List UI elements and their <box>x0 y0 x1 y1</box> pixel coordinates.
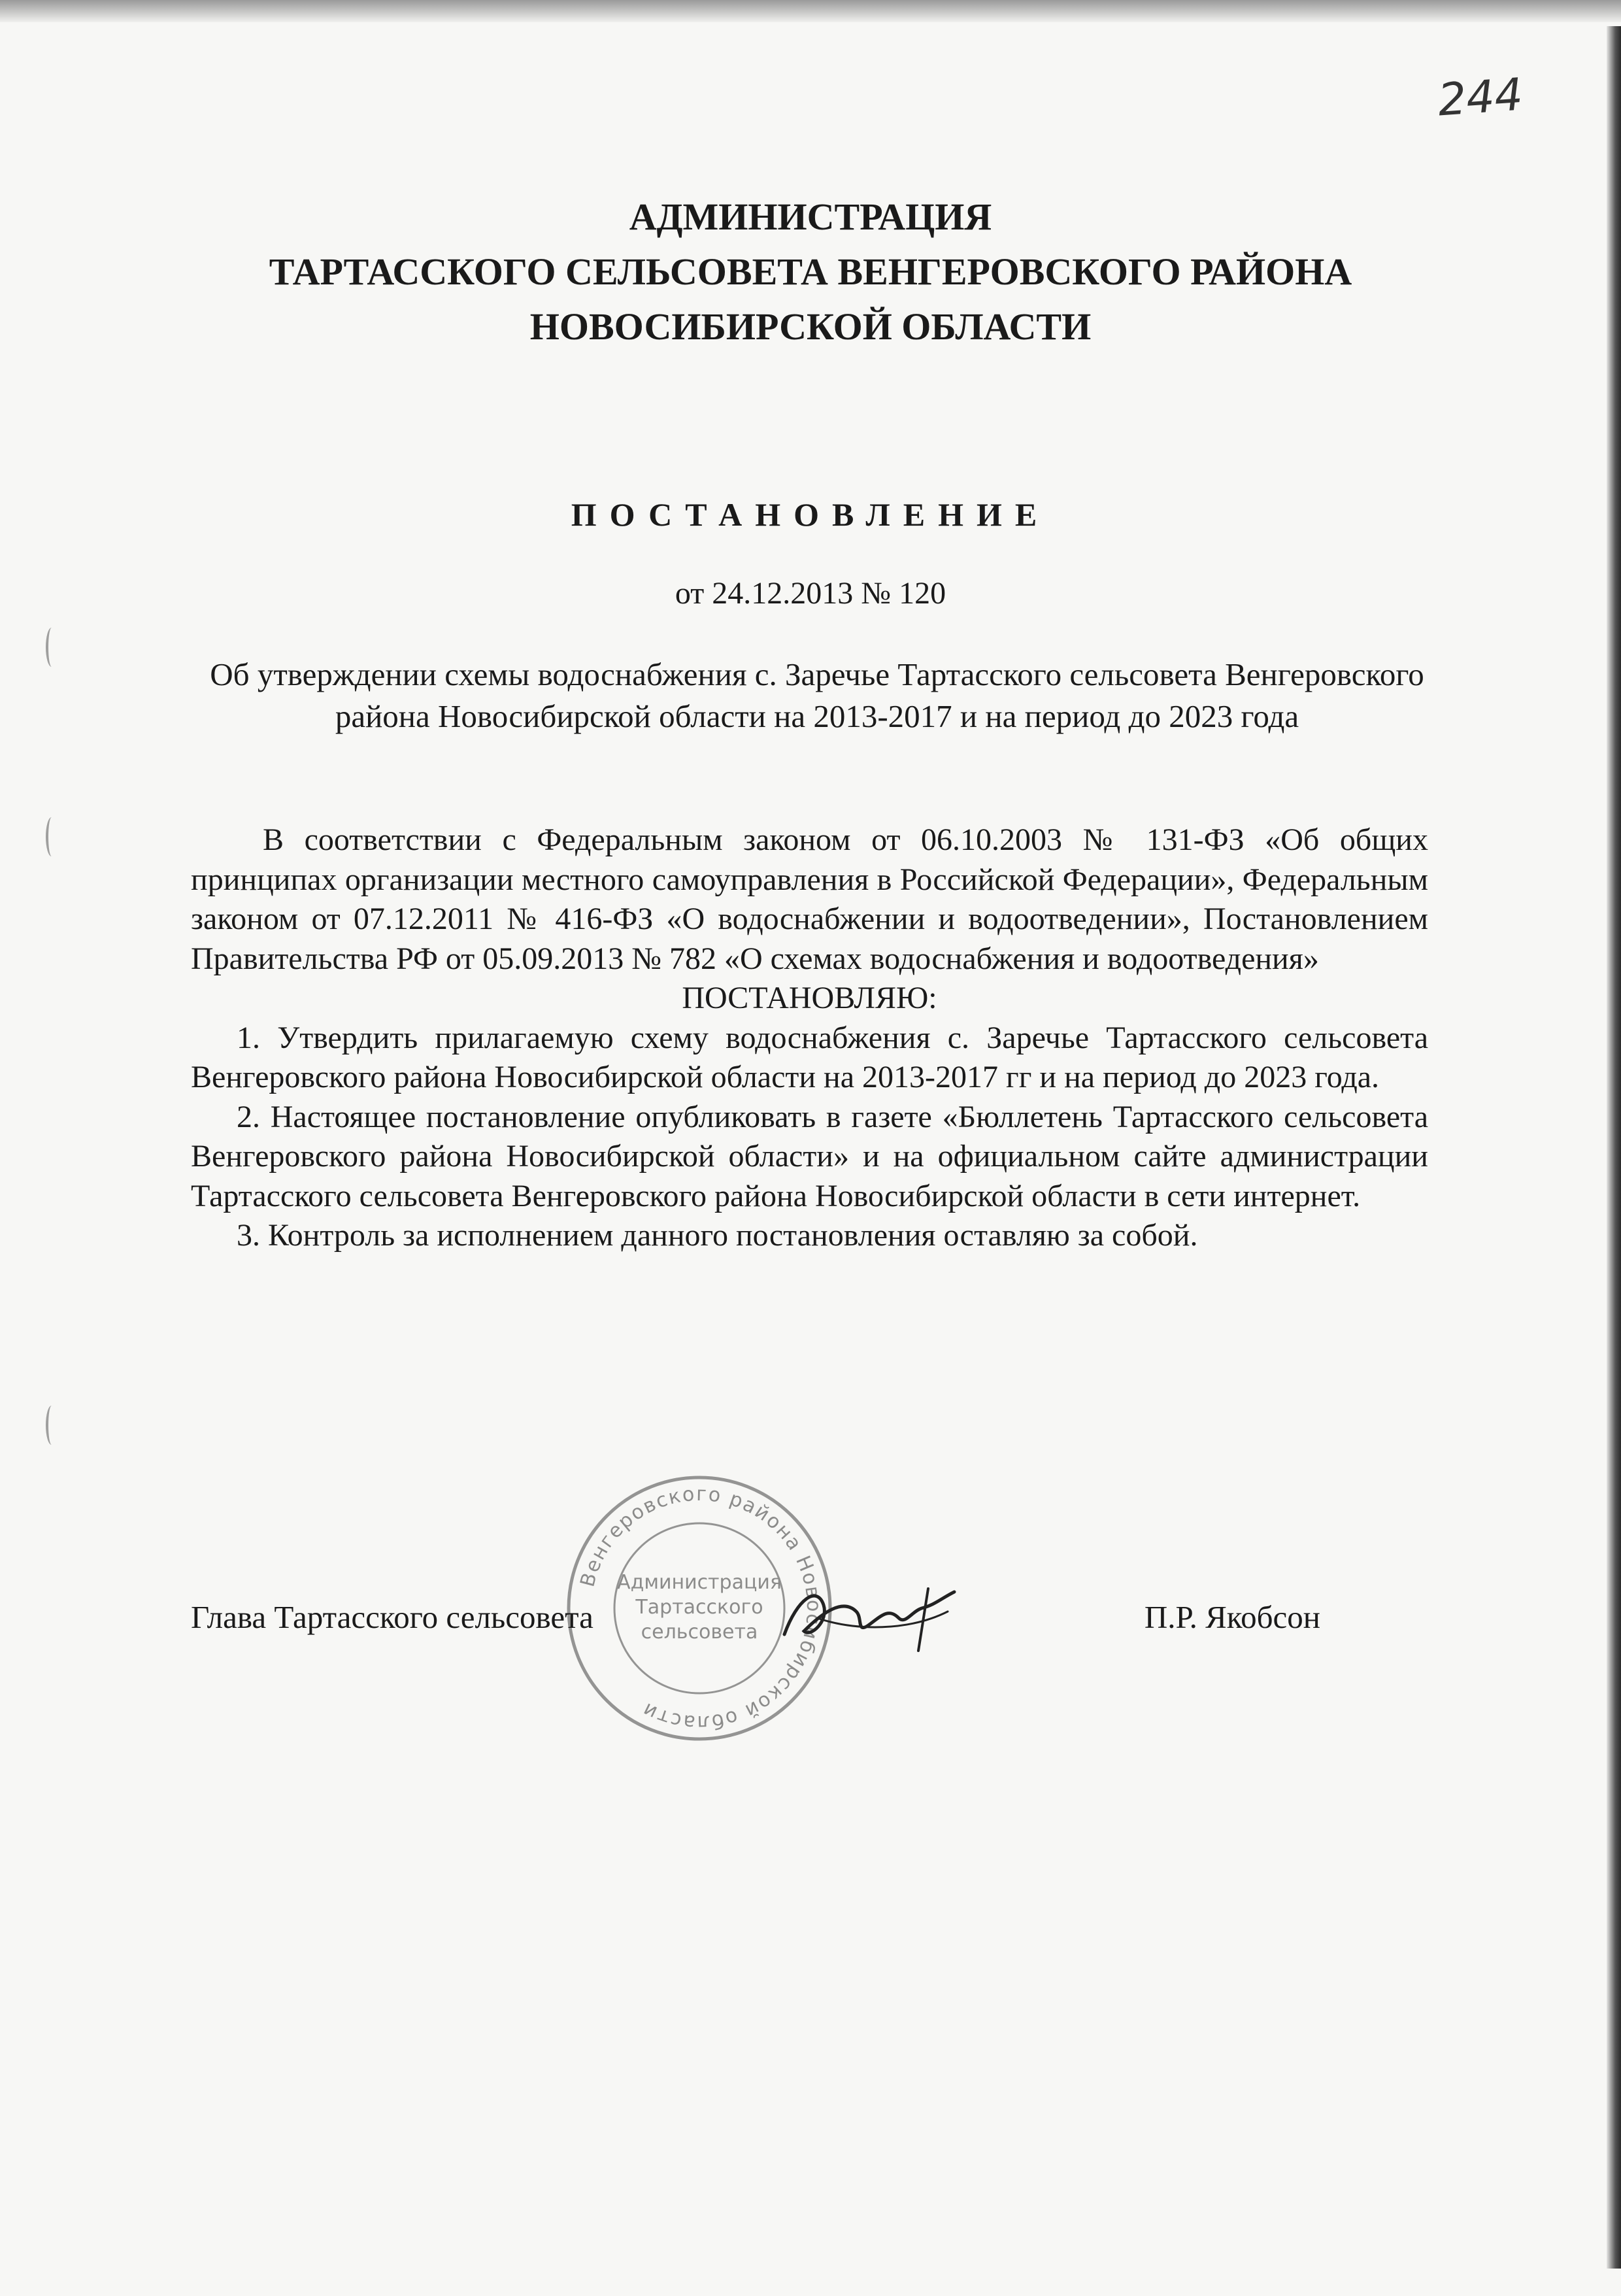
handwritten-page-number: 244 <box>1436 69 1525 127</box>
stamp-center-line-1: Администрация <box>617 1571 782 1594</box>
signatory-position: Глава Тартасского сельсовета <box>191 1599 593 1635</box>
punch-hole-mark <box>46 628 58 667</box>
header-line-3: НОВОСИБИРСКОЙ ОБЛАСТИ <box>529 305 1092 348</box>
resolve-heading: ПОСТАНОВЛЯЮ: <box>682 981 937 1015</box>
document-body <box>191 820 1428 1256</box>
list-item: 2. Настоящее постановление опубликовать в газете «Бюллетень Тартасского сельсовета Венгеровского района Новосибирской области» и на официальном сайте администрации Тартасского сельсовета Венгеровского района Новосибирской области в сети интернет. <box>191 1099 1428 1213</box>
stamp-center-line-3: сельсовета <box>641 1621 758 1644</box>
stamp-ring-text: Венгеровского района Новосибирской области <box>576 1482 826 1734</box>
document-title: ПОСТАНОВЛЕНИЕ <box>571 496 1050 533</box>
header-line-2: ТАРТАССКОГО СЕЛЬСОВЕТА ВЕНГЕРОВСКОГО РАЙОНА <box>269 250 1352 293</box>
list-item: 3. Контроль за исполнением данного постановления оставляю за собой. <box>237 1218 1198 1253</box>
scan-edge-top <box>0 0 1621 22</box>
scan-edge-right <box>1607 26 1621 2269</box>
preamble-paragraph: В соответствии с Федеральным законом от 06.10.2003 № 131-ФЗ «Об общих принципах организации местного самоуправления в Российской Федерации», Федеральным законом от 07.12.2011 № 416-ФЗ «О водоснабжении и водоотведении», Постановлением Правительства РФ от 05.09.2013 № 782 «О схемах водоснабжения и водоотведения» <box>191 822 1428 976</box>
signatory-name: П.Р. Якобсон <box>1144 1599 1320 1635</box>
list-item: 1. Утвердить прилагаемую схему водоснабжения с. Заречье Тартасского сельсовета Венгеровского района Новосибирской области на 2013-2017 гг и на период до 2023 года. <box>191 1020 1428 1094</box>
header-line-1: АДМИНИСТРАЦИЯ <box>629 195 992 238</box>
stamp-center-line-2: Тартасского <box>635 1596 763 1619</box>
punch-hole-mark <box>46 1406 58 1445</box>
document-subject: Об утверждении схемы водоснабжения с. Заречье Тартасского сельсовета Венгеровского района Новосибирской области на 2013-2017 и на период до 2023 года <box>210 656 1424 734</box>
punch-hole-mark <box>46 817 58 856</box>
document-header <box>0 190 1621 354</box>
signature-block <box>191 1598 1428 1644</box>
date-and-number: от 24.12.2013 № 120 <box>675 576 946 611</box>
